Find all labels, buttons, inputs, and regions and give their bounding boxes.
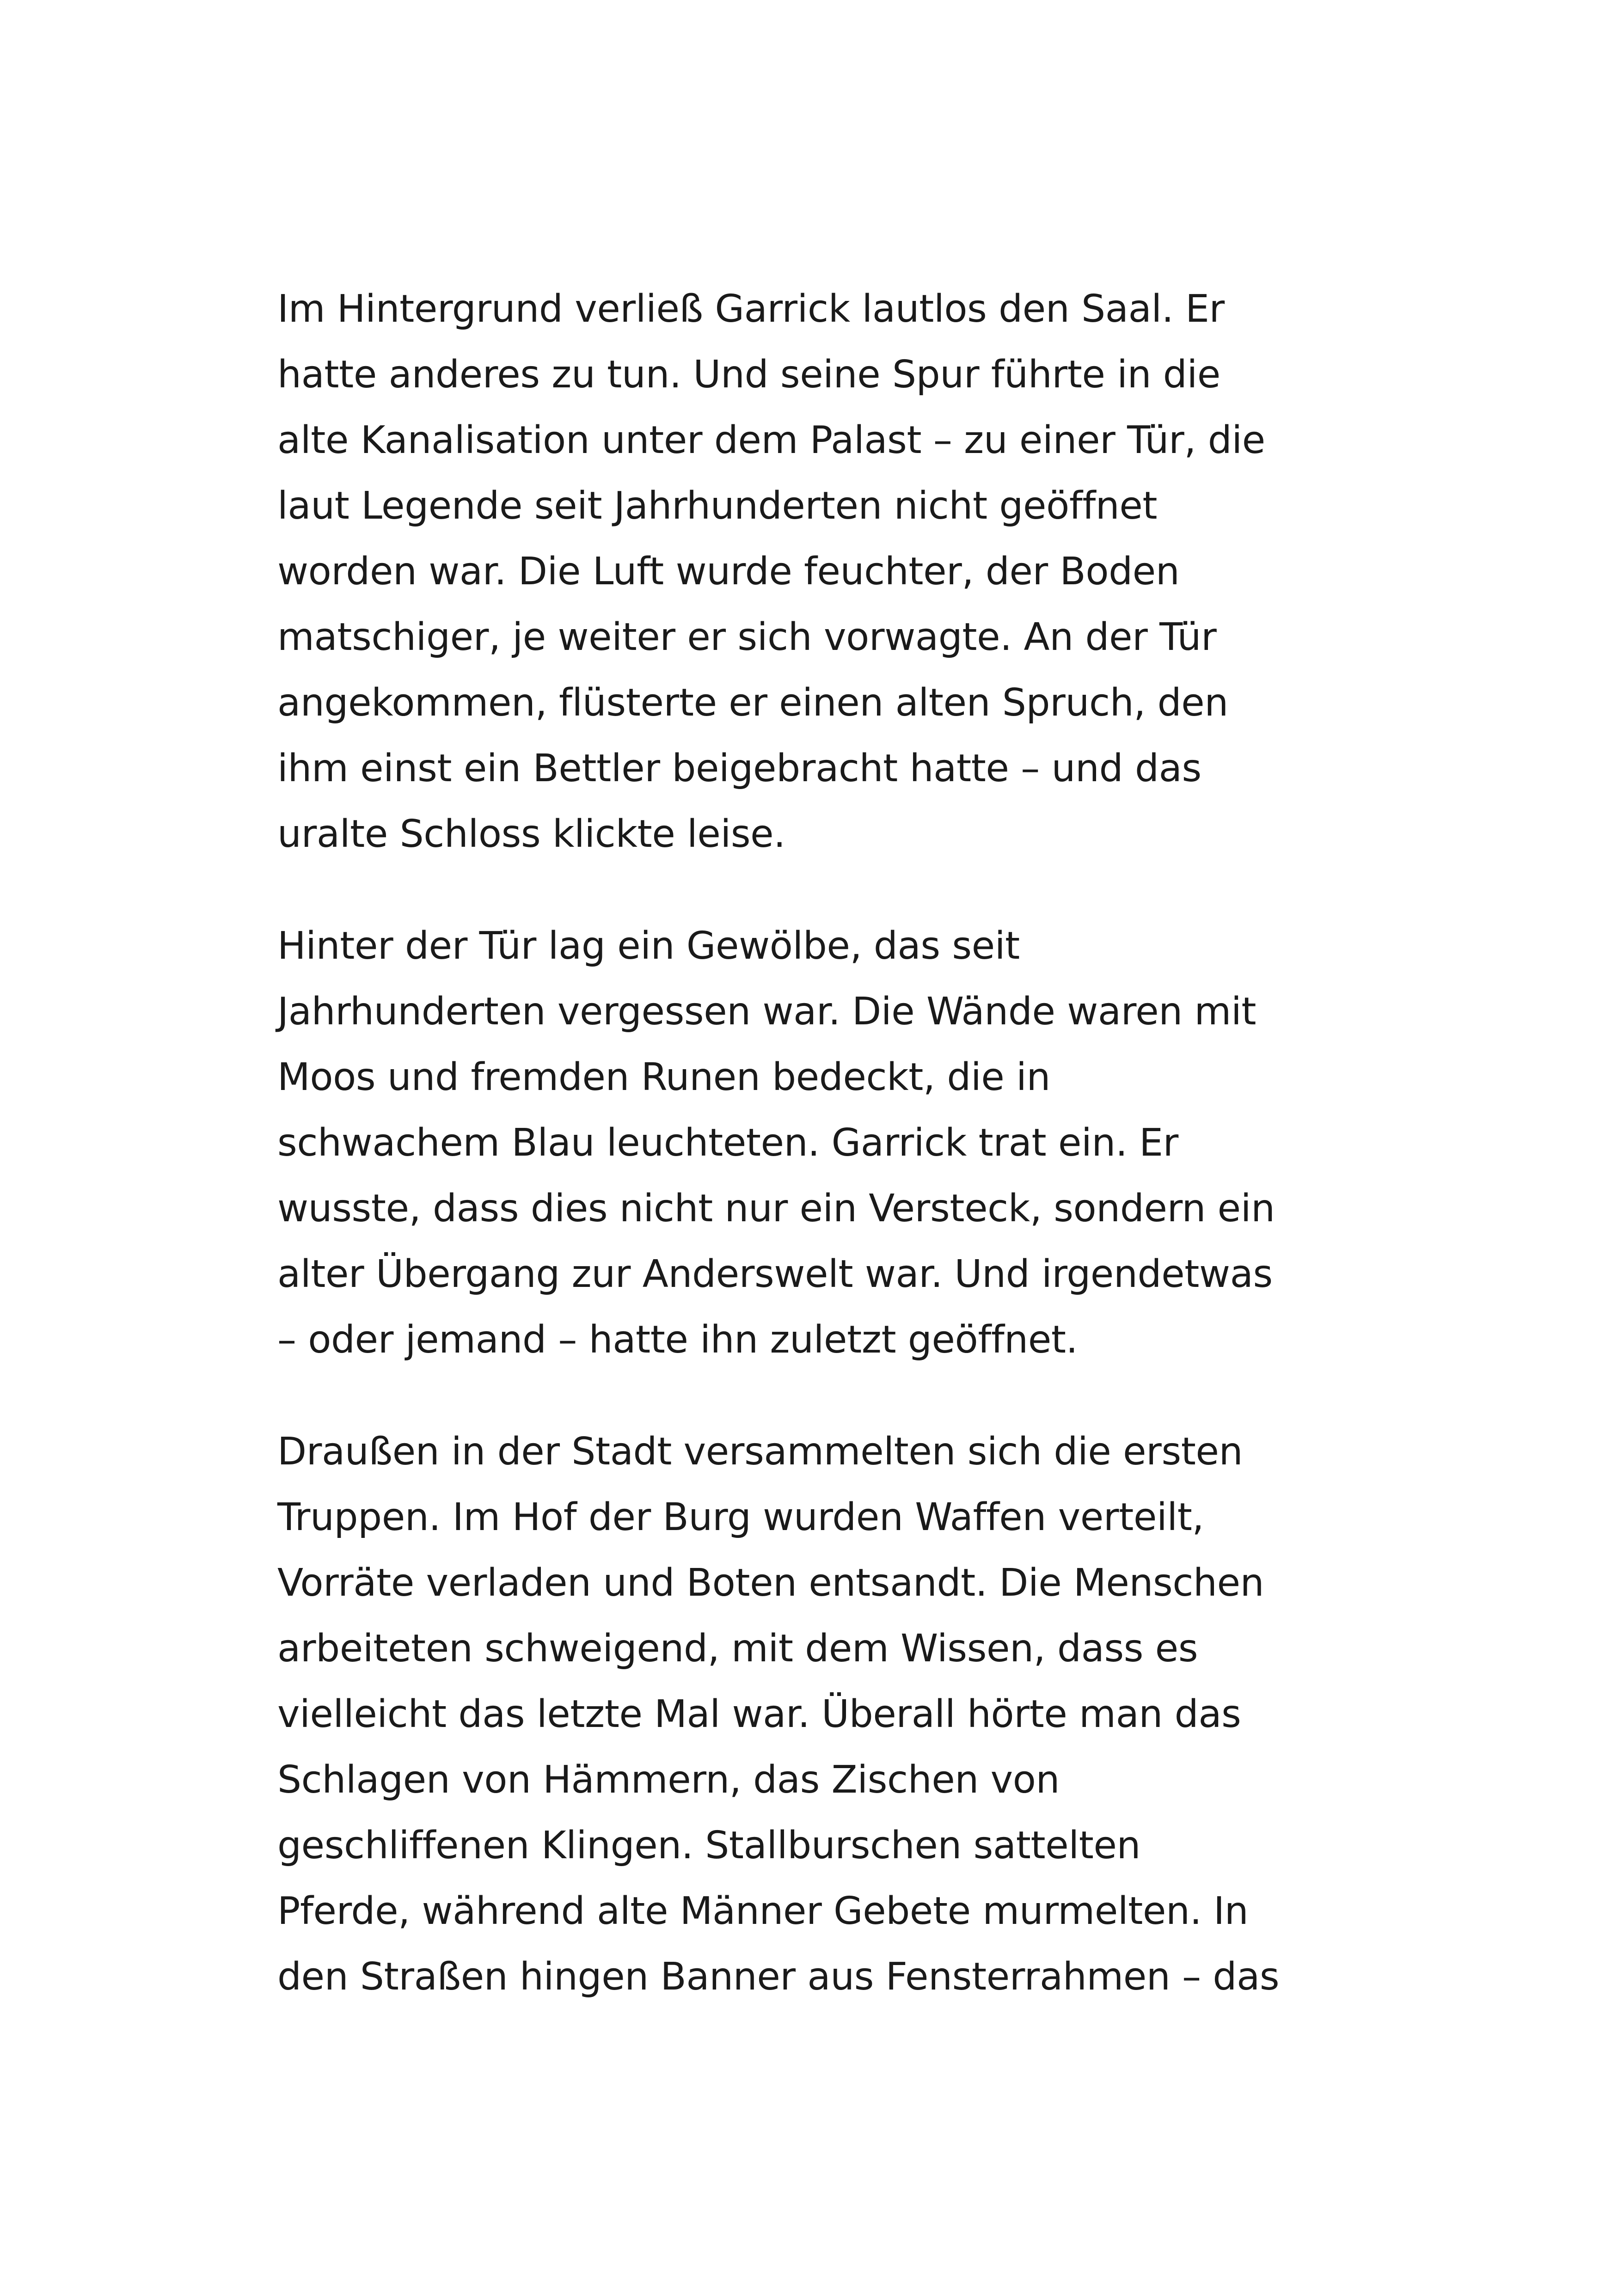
text-line: – oder jemand – hatte ihn zuletzt geöffnet.	[277, 1318, 1078, 1362]
text-line: Vorräte verladen und Boten entsandt. Die Menschen	[277, 1561, 1264, 1605]
text-line: uralte Schloss klickte leise.	[277, 812, 785, 856]
text-line: Truppen. Im Hof der Burg wurden Waffen verteilt,	[277, 1495, 1204, 1539]
paragraph-1	[277, 276, 1364, 867]
text-line: Schlagen von Hämmern, das Zischen von	[277, 1758, 1060, 1802]
text-line: Jahrhunderten vergessen war. Die Wände waren mit	[277, 990, 1256, 1034]
body-text	[277, 276, 1364, 2056]
text-line: alte Kanalisation unter dem Palast – zu einer Tür, die	[277, 418, 1265, 462]
text-line: den Straßen hingen Banner aus Fensterrahmen – das	[277, 1955, 1280, 1999]
text-line: laut Legende seit Jahrhunderten nicht geöffnet	[277, 484, 1158, 528]
text-line: geschliffenen Klingen. Stallburschen sattelten	[277, 1824, 1141, 1867]
text-line: schwachem Blau leuchteten. Garrick trat ein. Er	[277, 1121, 1179, 1165]
text-line: hatte anderes zu tun. Und seine Spur führte in die	[277, 353, 1220, 397]
text-line: Pferde, während alte Männer Gebete murmelten. In	[277, 1889, 1249, 1933]
paragraph-3	[277, 1419, 1364, 2010]
text-line: Im Hintergrund verließ Garrick lautlos den Saal. Er	[277, 287, 1225, 331]
text-line: arbeiteten schweigend, mit dem Wissen, dass es	[277, 1627, 1198, 1671]
text-line: Moos und fremden Runen bedeckt, die in	[277, 1055, 1051, 1099]
text-line: Draußen in der Stadt versammelten sich die ersten	[277, 1430, 1243, 1474]
paragraph-2	[277, 913, 1364, 1373]
text-line: matschiger, je weiter er sich vorwagte. An der Tür	[277, 615, 1217, 659]
text-line: angekommen, flüsterte er einen alten Spruch, den	[277, 681, 1228, 725]
text-line: wusste, dass dies nicht nur ein Versteck, sondern ein	[277, 1187, 1275, 1231]
text-line: Hinter der Tür lag ein Gewölbe, das seit	[277, 924, 1020, 968]
text-line: alter Übergang zur Anderswelt war. Und irgendetwas	[277, 1252, 1273, 1296]
text-line: worden war. Die Luft wurde feuchter, der Boden	[277, 550, 1180, 594]
text-line: ihm einst ein Bettler beigebracht hatte – und das	[277, 747, 1201, 790]
text-line: vielleicht das letzte Mal war. Überall hörte man das	[277, 1692, 1241, 1736]
